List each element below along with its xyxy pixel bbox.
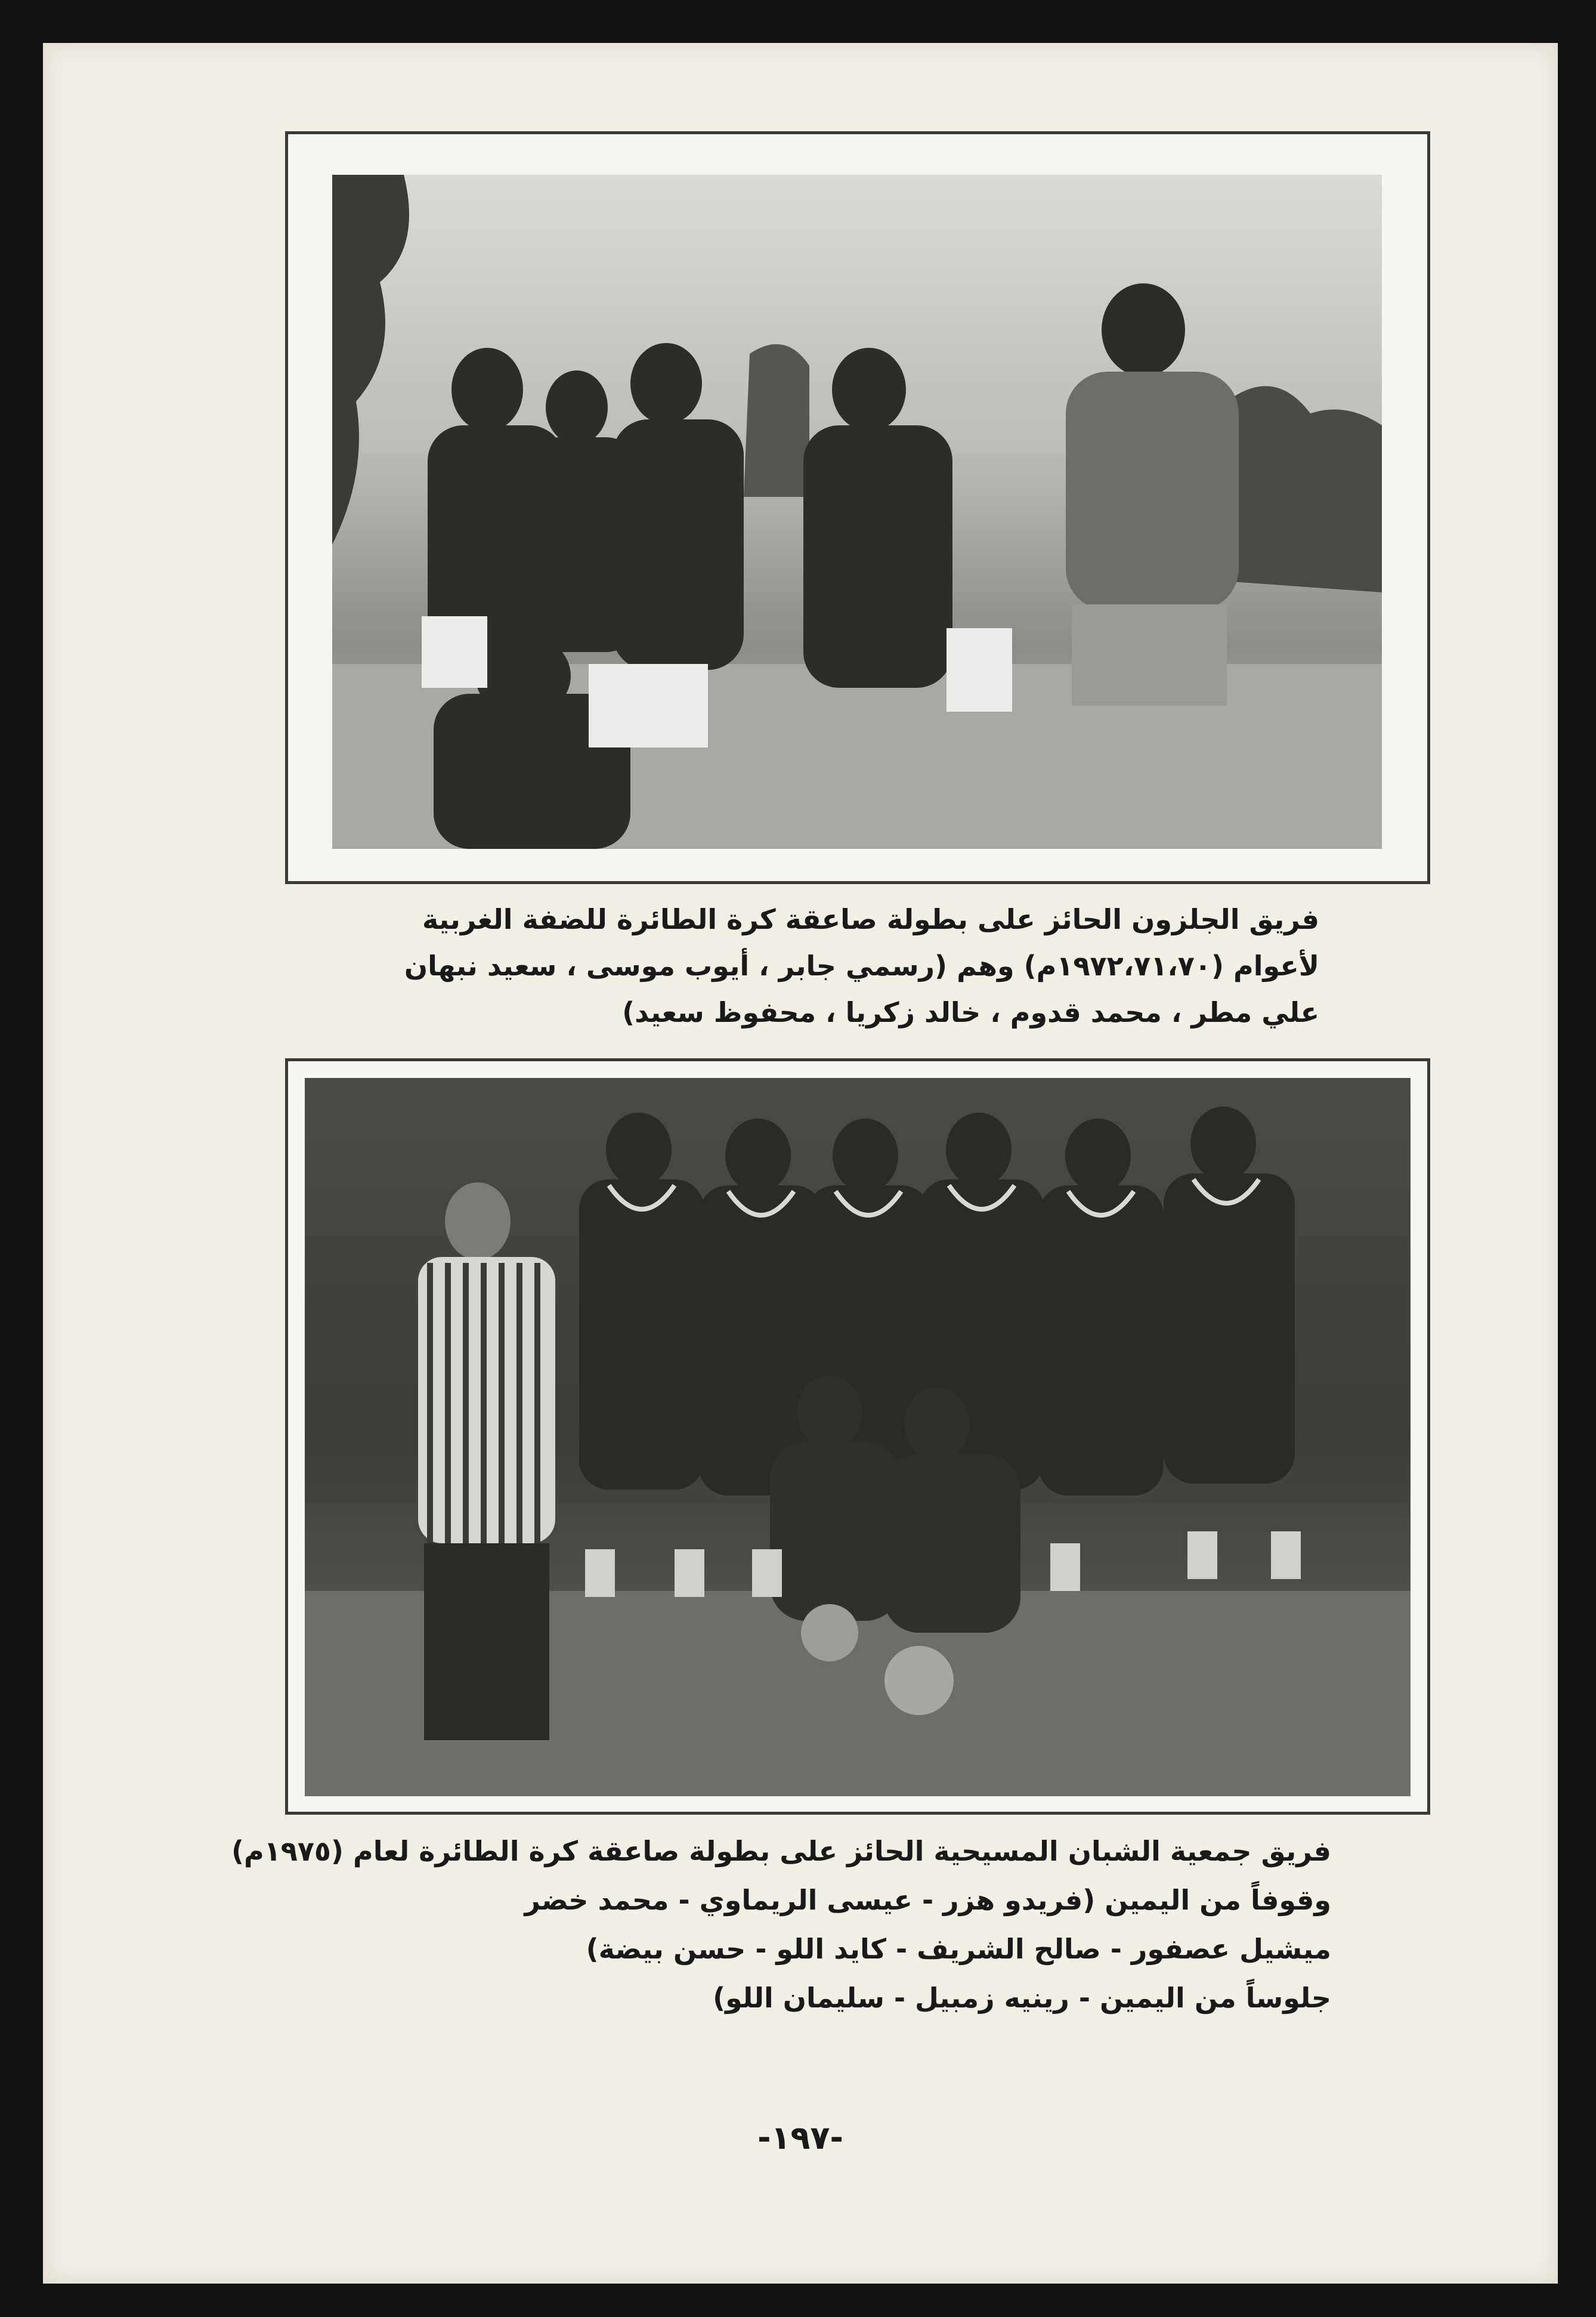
bottom-caption-line: جلوساً من اليمين - رينيه زمبيل - سليمان اللو) <box>713 1982 1331 2014</box>
document-page <box>43 43 1558 2284</box>
bottom-caption-line: ميشيل عصفور - صالح الشريف - كايد اللو - حسن بيضة) <box>586 1933 1331 1965</box>
bottom-caption <box>231 1827 1331 2022</box>
page-number: -١٩٧- <box>757 2119 843 2157</box>
bottom-caption-line: وقوفاً من اليمين (فريدو هزر - عيسى الريماوي - محمد خضر <box>524 1884 1331 1916</box>
bottom-photo-frame <box>285 1058 1430 1815</box>
team-photo-icon <box>305 1078 1411 1796</box>
bottom-caption-line: فريق جمعية الشبان المسيحية الحائز على بطولة صاعقة كرة الطائرة لعام (١٩٧٥م) <box>231 1835 1331 1867</box>
coach-figure <box>418 1182 555 1740</box>
top-caption-line: فريق الجلزون الحائز على بطولة صاعقة كرة الطائرة للضفة الغربية <box>422 903 1319 935</box>
top-caption <box>404 896 1319 1036</box>
team-photo-icon <box>332 175 1382 849</box>
top-photo-frame <box>285 131 1430 884</box>
top-team-photo <box>332 175 1382 849</box>
bottom-team-photo <box>305 1078 1411 1796</box>
top-caption-line: لأعوام (١٩٧٢،٧١،٧٠م) وهم (رسمي جابر ، أيوب موسى ، سعيد نبهان <box>404 950 1319 982</box>
top-caption-line: علي مطر ، محمد قدوم ، خالد زكريا ، محفوظ سعيد) <box>622 996 1319 1028</box>
